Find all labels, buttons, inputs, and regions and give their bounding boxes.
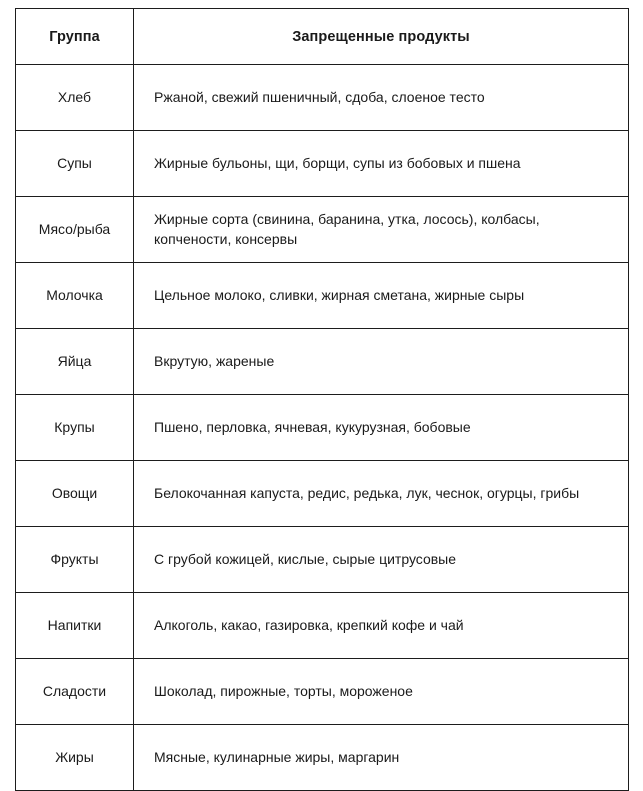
table-row	[16, 593, 629, 659]
cell-items: Пшено, перловка, ячневая, кукурузная, бобовые	[134, 395, 629, 461]
table-body	[16, 65, 629, 791]
table-row	[16, 197, 629, 263]
table-row	[16, 65, 629, 131]
cell-items: Ржаной, свежий пшеничный, сдоба, слоеное тесто	[134, 65, 629, 131]
cell-items: Шоколад, пирожные, торты, мороженое	[134, 659, 629, 725]
cell-items: Цельное молоко, сливки, жирная сметана, жирные сыры	[134, 263, 629, 329]
cell-group: Напитки	[16, 593, 134, 659]
table-row	[16, 461, 629, 527]
cell-items: Белокочанная капуста, редис, редька, лук, чеснок, огурцы, грибы	[134, 461, 629, 527]
cell-group: Молочка	[16, 263, 134, 329]
table-header	[16, 9, 629, 65]
cell-items: Алкоголь, какао, газировка, крепкий кофе и чай	[134, 593, 629, 659]
cell-group: Мясо/рыба	[16, 197, 134, 263]
cell-items: Жирные бульоны, щи, борщи, супы из бобовых и пшена	[134, 131, 629, 197]
table-row	[16, 527, 629, 593]
cell-group: Супы	[16, 131, 134, 197]
cell-group: Фрукты	[16, 527, 134, 593]
cell-items: Вкрутую, жареные	[134, 329, 629, 395]
table-row	[16, 263, 629, 329]
column-header-items: Запрещенные продукты	[134, 9, 629, 65]
table-header-row	[16, 9, 629, 65]
cell-items: Жирные сорта (свинина, баранина, утка, лосось), колбасы, копчености, консервы	[134, 197, 629, 263]
cell-group: Яйца	[16, 329, 134, 395]
cell-group: Сладости	[16, 659, 134, 725]
table-row	[16, 131, 629, 197]
cell-items: С грубой кожицей, кислые, сырые цитрусовые	[134, 527, 629, 593]
table-row	[16, 659, 629, 725]
cell-items: Мясные, кулинарные жиры, маргарин	[134, 725, 629, 791]
cell-group: Жиры	[16, 725, 134, 791]
table-row	[16, 329, 629, 395]
table-row	[16, 725, 629, 791]
table-row	[16, 395, 629, 461]
column-header-group: Группа	[16, 9, 134, 65]
cell-group: Хлеб	[16, 65, 134, 131]
cell-group: Крупы	[16, 395, 134, 461]
cell-group: Овощи	[16, 461, 134, 527]
forbidden-foods-table	[15, 8, 629, 791]
